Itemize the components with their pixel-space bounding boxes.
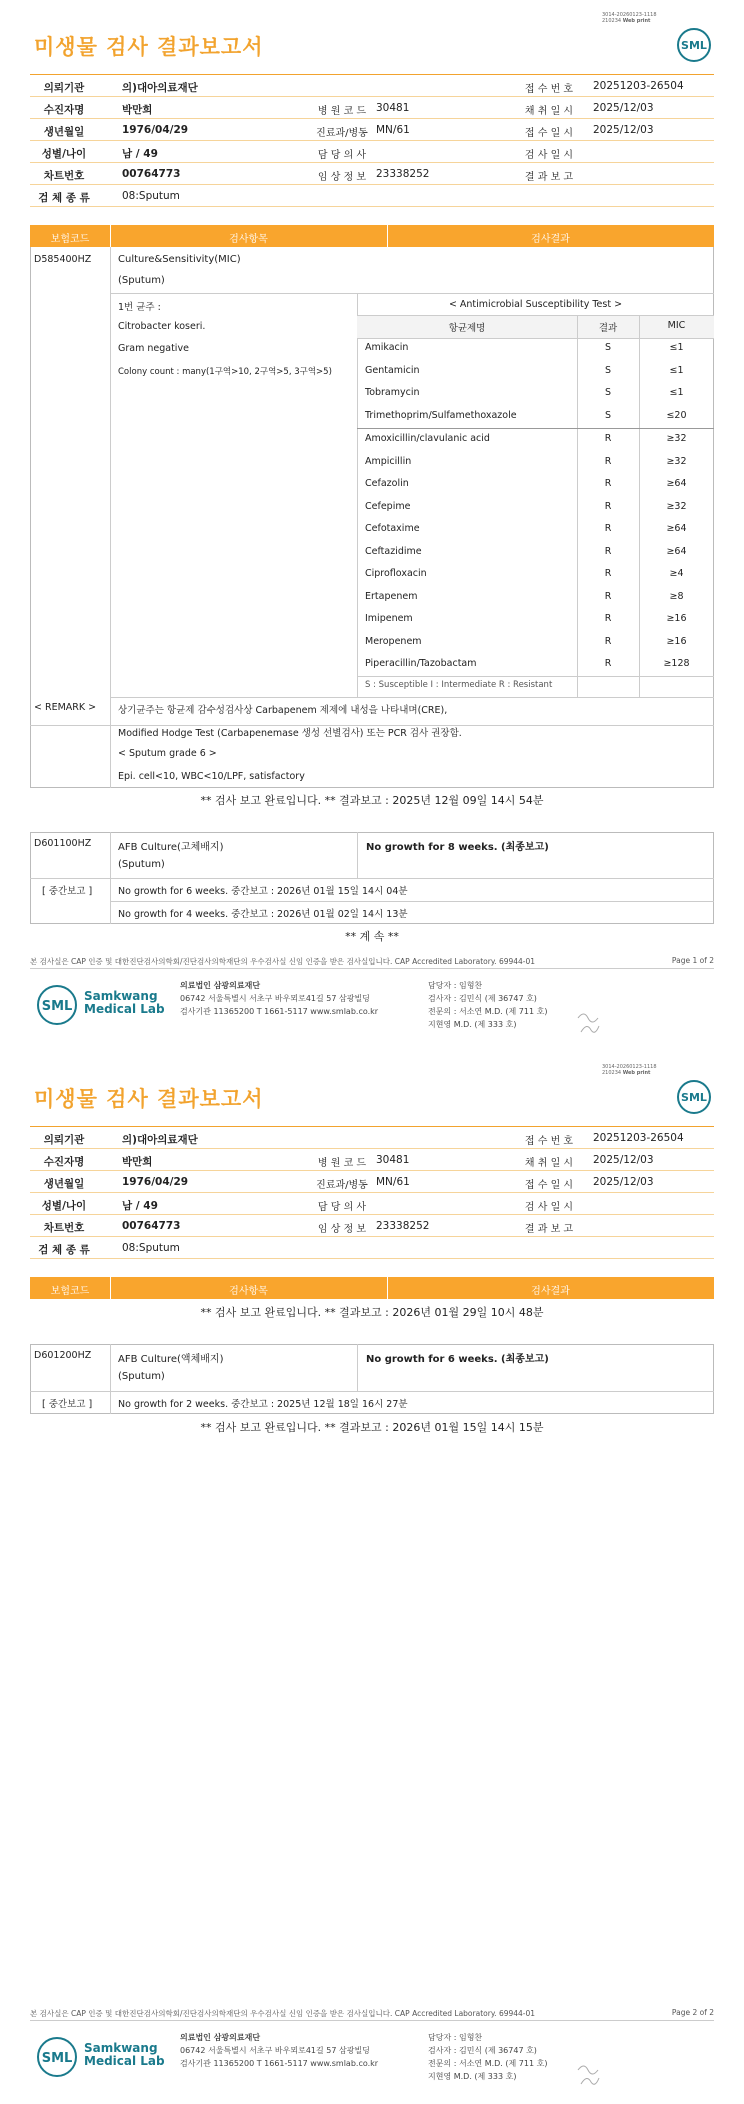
patient-row [30,141,714,163]
page-number-p2: Page 2 of 2 [671,2008,714,2017]
test2-name: AFB Culture(고체배지) [118,842,224,853]
ast-mic: ≥8 [669,590,684,602]
patient-field-value: 박만희 [122,104,153,116]
ast-mic: ≤1 [669,364,684,376]
patient-field-value: 08:Sputum [122,190,180,202]
patient-row [30,119,714,141]
ast-result: R [604,478,612,489]
signature-p2 [575,2060,609,2090]
sml-logo-icon [676,1079,712,1115]
page2-complete-2: ** 검사 보고 완료입니다. ** 결과보고 : 2026년 01월 15일 14시 15분 [200,1421,544,1434]
ast-result: S [604,409,612,421]
staff-1-p2: 담당자 : 임형찬 [428,2033,483,2042]
patient-field-label: 생년월일 [43,1178,85,1190]
footer-notice: 본 검사실은 CAP 인증 및 대한진단검사의학회/진단검사의학재단의 우수검사실 신임 인증을 받은 검사실입니다. CAP Accredited Laboratory. 69944-01 [30,957,536,966]
patient-row [30,1193,714,1215]
antibiotic-name: Imipenem [365,613,413,624]
samkwang-logo-icon [36,984,78,1026]
patient-right-value: 2025/12/03 [593,102,654,114]
remark-line-1: 상기균주는 항균제 감수성검사상 Carbapenem 제제에 내성을 나타내며(CRE), [118,705,448,716]
page-2 [0,1052,744,2104]
patient-field-label: 의뢰기관 [43,1134,85,1146]
patient-field-label: 성별/나이 [41,1200,87,1212]
isolate-label: 1번 균주 : [118,302,161,313]
test1-complete: ** 검사 보고 완료입니다. ** 결과보고 : 2025년 12월 09일 14시 54분 [200,794,544,807]
patient-field-value: 08:Sputum [122,1242,180,1254]
patient-right-value: 2025/12/03 [593,124,654,136]
lab-name: Samkwang Medical Lab [84,989,165,1016]
test3-result: No growth for 6 weeks. (최종보고) [366,1354,549,1365]
staff-2-p2: 검사자 : 김민식 (제 36747 호) [428,2046,537,2055]
ast-result: R [604,635,612,647]
test3-mid: No growth for 2 weeks. 중간보고 : 2025년 12월 18일 16시 27분 [118,1399,408,1410]
patient-mid-value: MN/61 [376,124,410,136]
gram-stain: Gram negative [118,343,189,354]
patient-field-label: 생년월일 [43,126,85,138]
remark-line-3: < Sputum grade 6 > [118,748,217,759]
patient-mid-label: 진료과/병동 [316,128,368,139]
ast-mic: ≤1 [669,387,684,398]
antibiotic-name: Piperacillin/Tazobactam [365,658,477,669]
ast-mic: ≥64 [666,545,687,557]
antibiotic-name: Meropenem [365,635,422,647]
ast-result: R [604,433,612,444]
antibiotic-name: Gentamicin [365,364,420,376]
organism: Citrobacter koseri. [118,321,206,332]
patient-row [30,1237,714,1259]
patient-field-value: 박만희 [122,1156,153,1168]
test2-mid-1: No growth for 6 weeks. 중간보고 : 2026년 01월 15일 14시 04분 [118,886,408,897]
patient-right-label: 접 수 일 시 [524,128,574,139]
samkwang-logo-icon [36,2036,78,2078]
test2-code: D601100HZ [34,838,92,849]
ast-result: R [604,523,612,534]
patient-row [30,75,714,97]
sml-logo-icon [676,27,712,63]
antibiotic-name: Trimethoprim/Sulfamethoxazole [365,409,517,421]
patient-right-value: 2025/12/03 [593,1154,654,1166]
print-code: 3014-20260123-1118 [602,12,657,18]
antibiotic-name: Ertapenem [365,590,418,602]
test1-name: Culture&Sensitivity(MIC) [118,254,241,265]
ast-col-header: 항균제명 결과 MIC [357,316,714,338]
ast-result: R [604,658,612,669]
patient-right-label: 검 사 일 시 [524,1202,574,1213]
ast-mic: ≥32 [666,500,687,512]
remark-line-4: Epi. cell<10, WBC<10/LPF, satisfactory [118,771,305,782]
patient-field-value: 1976/04/29 [122,1176,189,1188]
ast-result: S [604,364,612,376]
page-number: Page 1 of 2 [671,956,714,965]
ast-title: < Antimicrobial Susceptibility Test > [448,299,623,310]
staff-3-p2: 전문의 : 서소연 M.D. (제 711 호) [428,2059,548,2068]
patient-row [30,1215,714,1237]
patient-field-label: 의뢰기관 [43,82,85,94]
staff-2: 검사자 : 김민식 (제 36747 호) [428,994,537,1003]
ast-mic: ≥16 [666,613,687,624]
svg-text:SML: SML [41,999,73,1014]
patient-field-value: 00764773 [122,168,181,180]
ast-result: R [604,613,612,624]
ast-mic: ≤1 [669,342,684,353]
patient-mid-value: MN/61 [376,1176,410,1188]
colony-count: Colony count : many(1구역>10, 2구역>5, 3구역>5) [118,367,332,377]
patient-field-value: 00764773 [122,1220,181,1232]
patient-row [30,1127,714,1149]
page2-complete-1: ** 검사 보고 완료입니다. ** 결과보고 : 2026년 01월 29일 10시 48분 [200,1306,544,1319]
patient-field-label: 차트번호 [43,170,85,182]
ast-result: R [604,568,612,579]
staff-1: 담당자 : 임형찬 [428,981,483,990]
test1-specimen: (Sputum) [118,275,165,286]
ast-result: R [604,590,612,602]
lab-org: 의료법인 삼광의료재단 [180,981,261,990]
staff-4-p2: 지현영 M.D. (제 333 호) [428,2072,517,2081]
antibiotic-name: Cefazolin [365,478,409,489]
ast-mic: ≥32 [666,455,687,467]
lab-address: 06742 서울특별시 서초구 바우뫼로41길 57 삼광빌딩 [180,994,370,1003]
result-header-bar [30,225,714,247]
ast-mic: ≥4 [669,568,684,579]
patient-field-value: 의)대아의료재단 [122,82,198,94]
header-result: 검사결과 [531,234,570,245]
antibiotic-name: Ampicillin [365,455,412,467]
test2-result: No growth for 8 weeks. (최종보고) [366,842,549,853]
patient-mid-value: 23338252 [376,168,430,180]
patient-field-value: 남 / 49 [122,1200,158,1212]
print-code-p2: 3014-20260123-1118 [602,1064,657,1070]
patient-mid-label: 담 당 의 사 [317,150,367,161]
patient-right-label: 접 수 일 시 [524,1180,574,1191]
svg-text:SML: SML [681,1091,707,1104]
continue-note: ** 계 속 ** [345,930,399,943]
lab-name-p2: Samkwang Medical Lab [84,2041,165,2068]
patient-mid-value: 30481 [376,1154,410,1166]
remark-label: < REMARK > [34,702,97,713]
ast-mic: ≥64 [666,478,687,489]
print-code-2: 210234 Web print [602,18,651,24]
antibiotic-name: Tobramycin [365,387,420,398]
patient-field-label: 성별/나이 [41,148,87,160]
ast-result: S [604,342,612,353]
patient-field-label: 검 체 종 류 [38,1244,90,1256]
patient-right-label: 채 취 일 시 [524,1158,574,1169]
footer-notice-p2: 본 검사실은 CAP 인증 및 대한진단검사의학회/진단검사의학재단의 우수검사실 신임 인증을 받은 검사실입니다. CAP Accredited Laboratory. 69944-01 [30,2009,536,2018]
lab-org-p2: 의료법인 삼광의료재단 [180,2033,261,2042]
patient-field-label: 수진자명 [43,1156,85,1168]
print-code-2-p2: 210234 Web print [602,1070,651,1076]
patient-right-value: 20251203-26504 [593,1132,684,1144]
patient-right-value: 2025/12/03 [593,1176,654,1188]
ast-mic: ≥32 [666,433,687,444]
patient-row [30,185,714,207]
svg-text:SML: SML [41,2051,73,2066]
header-item: 검사항목 [229,234,268,245]
patient-field-label: 차트번호 [43,1222,85,1234]
antibiotic-name: Cefotaxime [365,523,420,534]
patient-field-label: 검 체 종 류 [38,192,90,204]
patient-right-label: 결 과 보 고 [524,172,574,183]
result-header-bar-p2: 보험코드 검사항목 검사결과 [30,1277,714,1299]
ast-mic: ≤20 [666,409,687,421]
test2-mid-label: [ 중간보고 ] [42,886,93,897]
test3-mid-label: [ 중간보고 ] [42,1399,93,1410]
patient-right-label: 검 사 일 시 [524,150,574,161]
ast-result: R [604,500,612,512]
lab-contact-p2: 검사기관 11365200 T 1661-5117 www.smlab.co.kr [180,2059,379,2068]
lab-contact: 검사기관 11365200 T 1661-5117 www.smlab.co.kr [180,1007,379,1016]
svg-text:SML: SML [681,39,707,52]
ast-mic: ≥128 [663,658,690,669]
antibiotic-name: Cefepime [365,500,411,512]
test2-mid-2: No growth for 4 weeks. 중간보고 : 2026년 01월 02일 14시 13분 [118,909,408,920]
patient-mid-label: 병 원 코 드 [317,106,367,117]
header-code: 보험코드 [50,234,90,245]
report-title: 미생물 검사 결과보고서 [34,35,264,59]
patient-mid-label: 병 원 코 드 [317,1158,367,1169]
patient-mid-label: 진료과/병동 [316,1180,368,1191]
patient-mid-value: 23338252 [376,1220,430,1232]
patient-row [30,97,714,119]
patient-right-label: 결 과 보 고 [524,1224,574,1235]
patient-mid-value: 30481 [376,102,410,114]
ast-mic: ≥16 [666,635,687,647]
patient-info-table [30,74,714,207]
ast-result: R [604,455,612,467]
patient-row [30,1171,714,1193]
patient-info-table-p2 [30,1126,714,1259]
test3-code: D601200HZ [34,1350,92,1361]
antibiotic-name: Amikacin [365,342,409,353]
patient-row [30,1149,714,1171]
remark-line-2: Modified Hodge Test (Carbapenemase 생성 선별검사) 또는 PCR 검사 권장함. [118,728,462,739]
staff-4: 지현영 M.D. (제 333 호) [428,1020,517,1029]
ast-legend: S : Susceptible I : Intermediate R : Resistant [365,680,553,690]
patient-right-label: 채 취 일 시 [524,106,574,117]
antibiotic-name: Amoxicillin/clavulanic acid [365,433,490,444]
ast-mic: ≥64 [666,523,687,534]
antibiotic-name: Ceftazidime [365,545,422,557]
test3-specimen: (Sputum) [118,1371,165,1382]
patient-right-label: 접 수 번 호 [524,1136,574,1147]
test2-specimen: (Sputum) [118,859,165,870]
patient-right-value: 20251203-26504 [593,80,684,92]
antibiotic-name: Ciprofloxacin [365,568,427,579]
patient-field-value: 1976/04/29 [122,124,189,136]
staff-3: 전문의 : 서소연 M.D. (제 711 호) [428,1007,548,1016]
ast-result: R [604,545,612,557]
patient-mid-label: 임 상 정 보 [317,1224,367,1235]
test1-code: D585400HZ [34,254,92,265]
patient-mid-label: 담 당 의 사 [317,1202,367,1213]
patient-field-value: 남 / 49 [122,148,158,160]
patient-field-value: 의)대아의료재단 [122,1134,198,1146]
patient-row [30,163,714,185]
patient-field-label: 수진자명 [43,104,85,116]
test3-name: AFB Culture(액체배지) [118,1354,224,1365]
patient-right-label: 접 수 번 호 [524,84,574,95]
patient-mid-label: 임 상 정 보 [317,172,367,183]
report-title-p2: 미생물 검사 결과보고서 [34,1087,264,1111]
lab-address-p2: 06742 서울특별시 서초구 바우뫼로41길 57 삼광빌딩 [180,2046,370,2055]
ast-result: S [604,387,612,398]
signature [575,1008,609,1038]
